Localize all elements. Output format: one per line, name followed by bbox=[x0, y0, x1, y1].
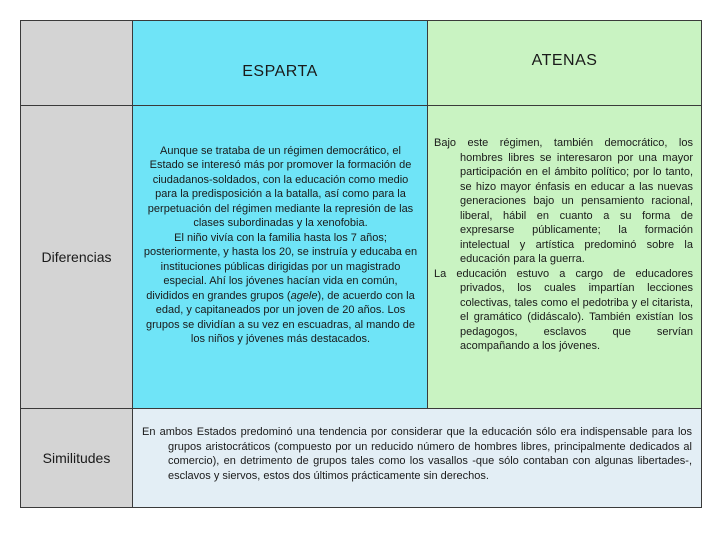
esparta-paragraph-2: El niño vivía con la familia hasta los 7 años; posteriormente, y hasta los 20, se instruía y educaba en instituciones públicas dirigidas por un magistrado especial. Ahí los jóvenes hacían vida en común, divididos en grandes grupos (agele), de acuerdo con la edad, y capitaneados por un joven de 20 años. Los grupos se dividían a su vez en escuadras, al mando de los niños y jóvenes más destacados. bbox=[143, 231, 418, 345]
corner-cell bbox=[21, 21, 133, 106]
header-row bbox=[21, 21, 702, 106]
atenas-diferencias-cell bbox=[428, 106, 702, 409]
esparta-header-cell bbox=[133, 21, 428, 106]
diferencias-row bbox=[21, 106, 702, 409]
similitudes-label: Similitudes bbox=[42, 450, 111, 466]
atenas-header: ATENAS bbox=[531, 52, 598, 69]
atenas-paragraph-2: La educación estuvo a cargo de educadores privados, los cuales impartían lecciones colectivas, tales como el pedotriba y el citarista, el gramático (didáscalo). También existían los pedagogos, esclavos que servían acompañando a los jóvenes. bbox=[434, 267, 693, 353]
esparta-diferencias-cell bbox=[133, 106, 428, 409]
comparison-table bbox=[20, 20, 702, 508]
esparta-header: ESPARTA bbox=[242, 63, 318, 80]
atenas-paragraph-1: Bajo este régimen, también democrático, los hombres libres se interesaron por una mayor participación en el ámbito político; por lo tanto, se hizo mayor énfasis en educar a las nuevas generaciones bajo un pensamiento racional, liberal, hábil en cuanto a su forma de expresarse públicamente; la formación intelectual y artística predominó sobre la educación para la guerra. bbox=[434, 137, 693, 266]
similitudes-label-cell bbox=[21, 409, 133, 508]
similitudes-row bbox=[21, 409, 702, 508]
diferencias-label: Diferencias bbox=[41, 249, 112, 265]
esparta-paragraph-1: Aunque se trataba de un régimen democrático, el Estado se interesó más por promover la formación de ciudadanos-soldados, con la educación como medio para la predisposición a la batalla, así como para la perpetuación del régimen mediante la represión de las clases subordinadas y la xenofobia. bbox=[147, 144, 414, 229]
similitudes-cell bbox=[133, 409, 702, 508]
similitudes-text: En ambos Estados predominó una tendencia por considerar que la educación sólo era indispensable para los grupos aristocráticos (compuesto por un reducido número de hombres libres, principalmente dedicados al comercio), en detrimento de grupos tales como los vasallos -que sólo contaban con algunas libertades-, esclavos y siervos, estos dos últimos prácticamente sin derechos. bbox=[142, 426, 692, 482]
atenas-header-cell bbox=[428, 21, 702, 106]
diferencias-label-cell bbox=[21, 106, 133, 409]
